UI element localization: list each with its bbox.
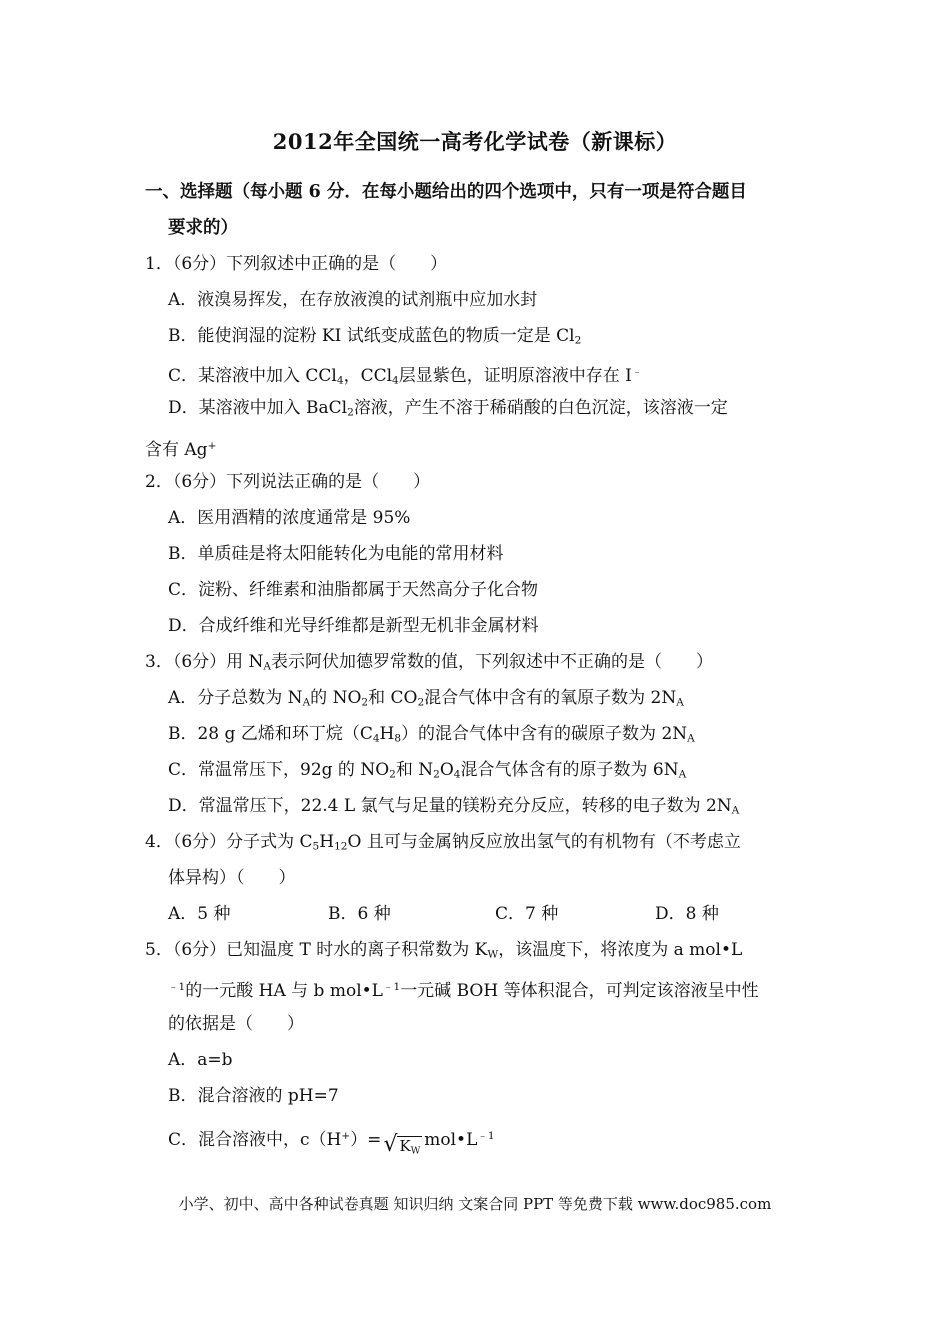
q4-option-b: B．6 种 [328,904,391,924]
q1-stem: 1．（6分）下列叙述中正确的是（ ） [145,254,448,274]
q2-stem: 2．（6分）下列说法正确的是（ ） [145,472,431,492]
q1-option-a: A．液溴易挥发，在存放液溴的试剂瓶中应加水封 [168,290,538,310]
q2-option-b: B．单质硅是将太阳能转化为电能的常用材料 [168,544,504,564]
q2-option-a: A．医用酒精的浓度通常是 95% [168,508,411,528]
q5-option-a: A．a=b [168,1050,233,1070]
q1-option-b: B．能使润湿的淀粉 KI 试纸变成蓝色的物质一定是 $Cl_2$ [168,326,582,347]
q5-option-b: B．混合溶液的 pH=7 [168,1086,339,1106]
q5-stem-cont: $^{﹣1}$的一元酸 HA 与 b $mol•L^{﹣1}$一元碱 BOH 等体积混合，可判定该溶液呈中性 [168,980,759,1001]
q3-option-b: B．28 g 乙烯和环丁烷$(C_4H_8)$的混合气体中含有的碳原子数为 $2N_A$ [168,724,695,745]
q5-option-c: C．混合溶液中，c（H+）=√ $K_Wmol•L^{﹣1}$ [168,1124,495,1160]
q3-option-a: A．分子总数为 $N_A$的 $NO_2$和 $CO_2$混合气体中含有的氧原子数为 $2N_A$ [168,688,684,709]
q3-option-d: D．常温常压下，22.4 L 氯气与足量的镁粉充分反应，转移的电子数为 $2N_A$ [168,796,740,817]
section-heading-line1: 一、选择题（每小题 6 分．在每小题给出的四个选项中，只有一项是符合题目 [145,182,747,202]
q3-stem: 3．（6分）用 $N_A$表示阿伏加德罗常数的值，下列叙述中不正确的是（ ） [145,652,714,673]
q3-option-c: C．常温常压下，92g 的 $NO_2$和 $N_2O_4$混合气体含有的原子数为 $6N_A$ [168,760,687,781]
q4-option-d: D．8 种 [655,904,719,924]
square-root-formula: √ $K_W$ [383,1134,422,1160]
section-heading-line2: 要求的） [168,218,238,238]
q2-option-c: C．淀粉、纤维素和油脂都属于天然高分子化合物 [168,580,539,600]
page-footer: 小学、初中、高中各种试卷真题 知识归纳 文案合同 PPT 等免费下载 www.doc985.com [178,1195,772,1213]
q1-option-d-cont: 含有 Ag+ [145,439,217,460]
q1-option-c: C．某溶液中加入 CCl$_4$，CCl$_4$层显紫色，证明原溶液中存在 I﹣ [168,365,643,387]
q5-stem-cont2: 的依据是（ ） [168,1014,304,1034]
q4-stem: 4．（6分）分子式为 $C_5H_{12}O$ 且可与金属钠反应放出氢气的有机物有（不考虑立 [145,832,741,853]
q4-option-c: C．7 种 [495,904,559,924]
q4-option-a: A．5 种 [168,904,231,924]
q4-stem-cont: 体异构）（ ） [168,868,296,888]
q2-option-d: D．合成纤维和光导纤维都是新型无机非金属材料 [168,616,539,636]
page-title: 2012年全国统一高考化学试卷（新课标） [272,129,678,154]
q5-stem: 5．（6分）已知温度 T 时水的离子积常数为 $K_W$，该温度下，将浓度为 a mol•L [145,940,743,961]
q1-option-d: D．某溶液中加入 BaCl$_2$溶液，产生不溶于稀硝酸的白色沉淀，该溶液一定 [168,398,728,419]
